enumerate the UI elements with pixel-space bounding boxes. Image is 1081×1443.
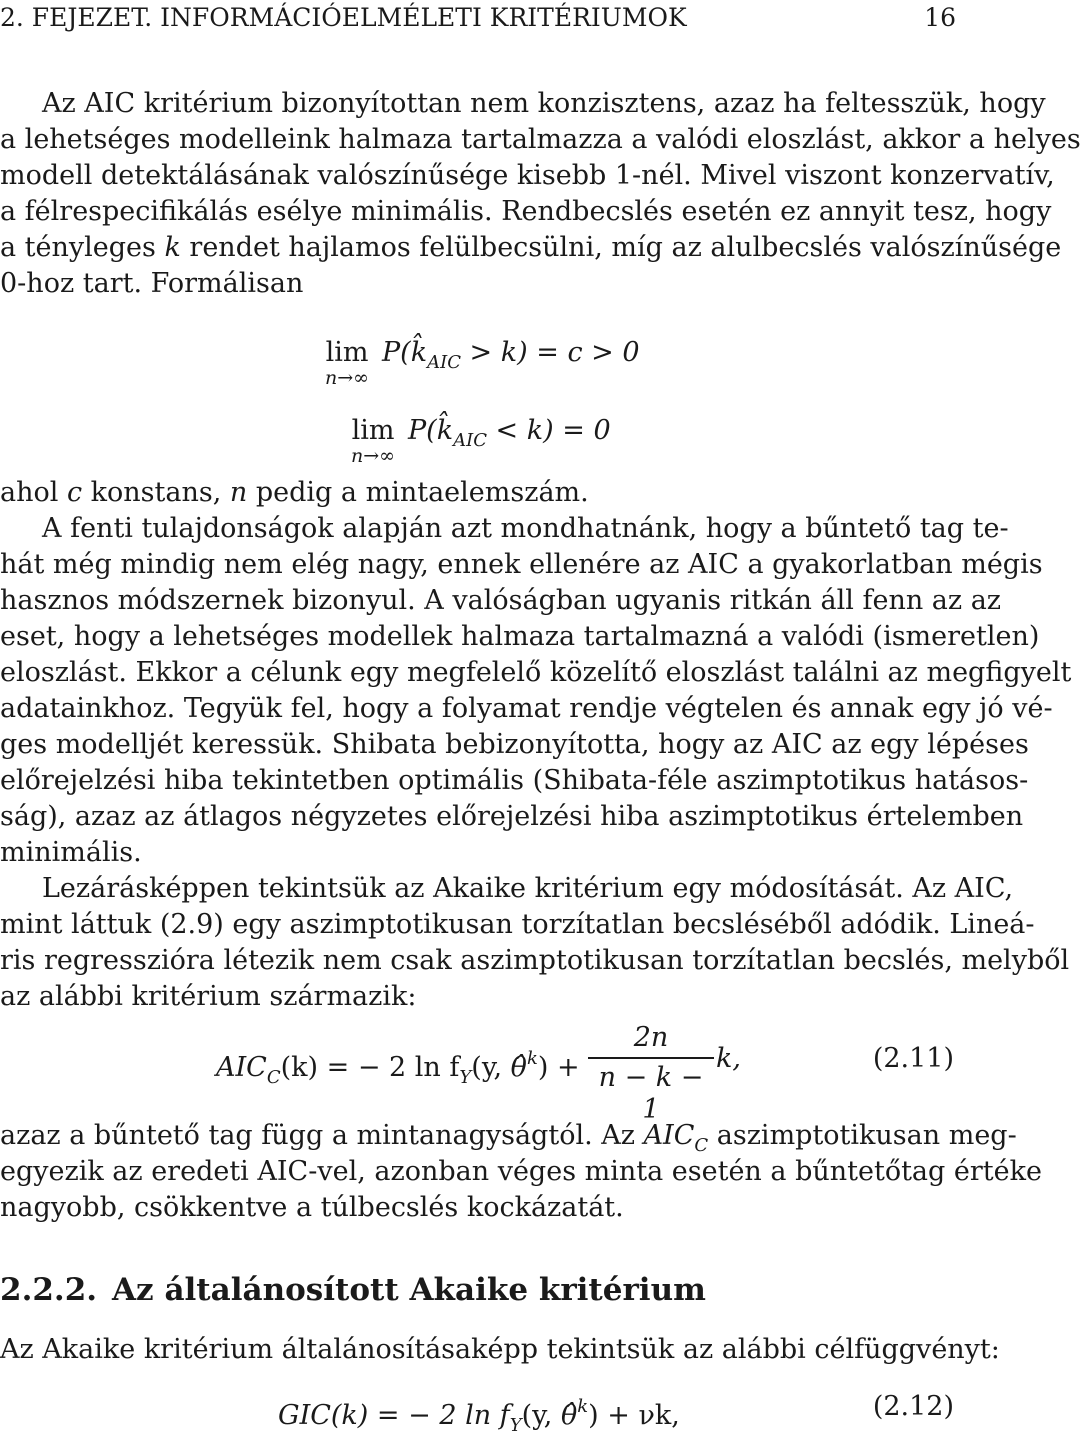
eq1-khat: k̂ [410, 337, 428, 368]
after-limits-d: pedig a mintaelemszám. [247, 477, 589, 508]
para2-line4: eset, hogy a lehetséges modellek halmaza tartalmazná a valódi (ismeretlen) [0, 621, 1040, 652]
lim-under: n→∞ [351, 445, 395, 467]
fraction-numerator: 2n [633, 1022, 669, 1053]
limit-equation-2 [408, 414, 611, 458]
lim-word: lim [325, 337, 369, 368]
para1-line2: a lehetséges modelleink halmaza tartalmazza a valódi eloszlást, akkor a helyes [0, 124, 1081, 155]
para4-line1-a: azaz a bűntető tag függ a mintanagyságtól. Az [0, 1120, 644, 1151]
fraction-denominator: n − k − 1 [598, 1062, 704, 1125]
eq2-p: P( [408, 415, 437, 446]
limit-operator-2 [342, 416, 404, 466]
para1-line5-a: a tényleges [0, 232, 165, 263]
para3-line1: Lezárásképpen tekintsük az Akaike kritérium egy módosítását. Az AIC, [42, 873, 1014, 904]
page-number: 16 [924, 3, 956, 32]
para2-line2: hát még mindig nem elég nagy, ennek ellenére az AIC a gyakorlatban mégis [0, 549, 1043, 580]
eq212-gic: GIC(k) = − 2 ln f [278, 1400, 510, 1431]
equation-2-11-fraction [588, 1022, 714, 1126]
para1-line4: a félrespecifikálás esélye minimális. Rendbecslés esetén ez annyit tesz, hogy [0, 196, 1052, 227]
after-limits-b: konstans, [82, 477, 230, 508]
eq1-sub: AIC [427, 352, 461, 373]
para2-line9: ság), azaz az átlagos négyzetes előrejelzési hiba aszimptotikus értelemben [0, 801, 1024, 832]
var-c: c [66, 477, 83, 508]
eq212-tail: ) + νk, [588, 1400, 680, 1431]
running-header-chapter: 2. FEJEZET. INFORMÁCIÓELMÉLETI KRITÉRIUMOK [0, 3, 687, 32]
para4-line3: nagyobb, csökkentve a túlbecslés kockázatát. [0, 1192, 624, 1223]
para1-line5-b: rendet hajlamos felülbecsülni, míg az alulbecslés valószínűsége [180, 232, 1062, 263]
para1-line3: modell detektálásának valószínűsége kisebb 1-nél. Mivel viszont konzervatív, [0, 160, 1055, 191]
para4-aic: AIC [643, 1120, 695, 1151]
para4-line1-b: aszimptotikusan meg- [708, 1120, 1017, 1151]
eq211-theta-sup: k [526, 1048, 538, 1069]
para4-aic-sub: C [694, 1135, 709, 1156]
eq2-sub: AIC [453, 430, 487, 451]
equation-2-11-tail: k, [716, 1043, 741, 1074]
para3-line3: ris regresszióra létezik nem csak aszimptotikusan torzítatlan becslés, melyből [0, 945, 1070, 976]
var-n: n [229, 477, 248, 508]
para2-line3: hasznos módszernek bizonyul. A valóságban ugyanis ritkán áll fenn az az [0, 585, 1002, 616]
equation-number-2-11: (2.11) [872, 1043, 954, 1074]
para2-line10: minimális. [0, 837, 142, 868]
para3-line4: az alábbi kritérium származik: [0, 981, 417, 1012]
eq2-rest: < k) = 0 [486, 415, 611, 446]
para1-line5 [0, 231, 1062, 265]
para4-line2: egyezik az eredeti AIC-vel, azonban véges minta esetén a bűntetőtag értéke [0, 1156, 1042, 1187]
equation-2-11-left [216, 1042, 580, 1095]
para2-line7: ges modelljét keressük. Shibata bebizonyította, hogy az AIC az egy lépéses [0, 729, 1029, 760]
eq1-p: P( [382, 337, 411, 368]
eq211-mid: (y, [471, 1052, 511, 1083]
limit-equation-1 [382, 336, 640, 380]
para2-line6: adatainkhoz. Tegyük fel, hogy a folyamat rendje végtelen és annak egy jó vé- [0, 693, 1053, 724]
after-limits-a: ahol [0, 477, 67, 508]
para2-line5: eloszlást. Ekkor a célunk egy megfelelő közelítő eloszlást találni az megfigyelt [0, 657, 1072, 688]
eq212-theta: θ̂ [560, 1400, 578, 1431]
section-heading [0, 1270, 706, 1310]
fraction-bar [588, 1057, 714, 1059]
eq211-mid2: ) + [537, 1052, 580, 1083]
para5-line1: Az Akaike kritérium általánosításaképp tekintsük az alábbi célfüggvényt: [0, 1334, 1000, 1365]
lim-under: n→∞ [325, 367, 369, 389]
limit-operator-1 [316, 338, 378, 388]
eq2-khat: k̂ [436, 415, 454, 446]
eq211-aic-sub: C [266, 1067, 281, 1088]
para3-line2: mint láttuk (2.9) egy aszimptotikusan torzítatlan becsléséből adódik. Lineá- [0, 909, 1035, 940]
section-title: Az általánosított Akaike kritérium [112, 1272, 706, 1308]
eq212-mid: (y, [521, 1400, 561, 1431]
eq1-rest: > k) = c > 0 [460, 337, 640, 368]
equation-2-12 [278, 1390, 680, 1443]
para2-line1: A fenti tulajdonságok alapján azt mondhatnánk, hogy a bűntető tag te- [42, 513, 1009, 544]
eq211-f-sub: Y [459, 1067, 472, 1088]
eq211-aic: AIC [216, 1052, 267, 1083]
para1-line1: Az AIC kritérium bizonyítottan nem konzisztens, azaz ha feltesszük, hogy [42, 88, 1046, 119]
lim-word: lim [351, 415, 395, 446]
equation-number-2-12: (2.12) [872, 1391, 954, 1422]
var-k: k [164, 232, 181, 263]
after-limits-line [0, 476, 960, 510]
para2-line8: előrejelzési hiba tekintetben optimális (Shibata-féle aszimptotikus hatásos- [0, 765, 1029, 796]
eq212-theta-sup: k [577, 1396, 589, 1417]
para1-line6: 0-hoz tart. Formálisan [0, 268, 304, 299]
section-number: 2.2.2. [0, 1272, 98, 1308]
eq211-arg: (k) = − 2 ln f [280, 1052, 460, 1083]
eq212-f-sub: Y [509, 1415, 522, 1436]
eq211-theta: θ̂ [510, 1052, 527, 1083]
